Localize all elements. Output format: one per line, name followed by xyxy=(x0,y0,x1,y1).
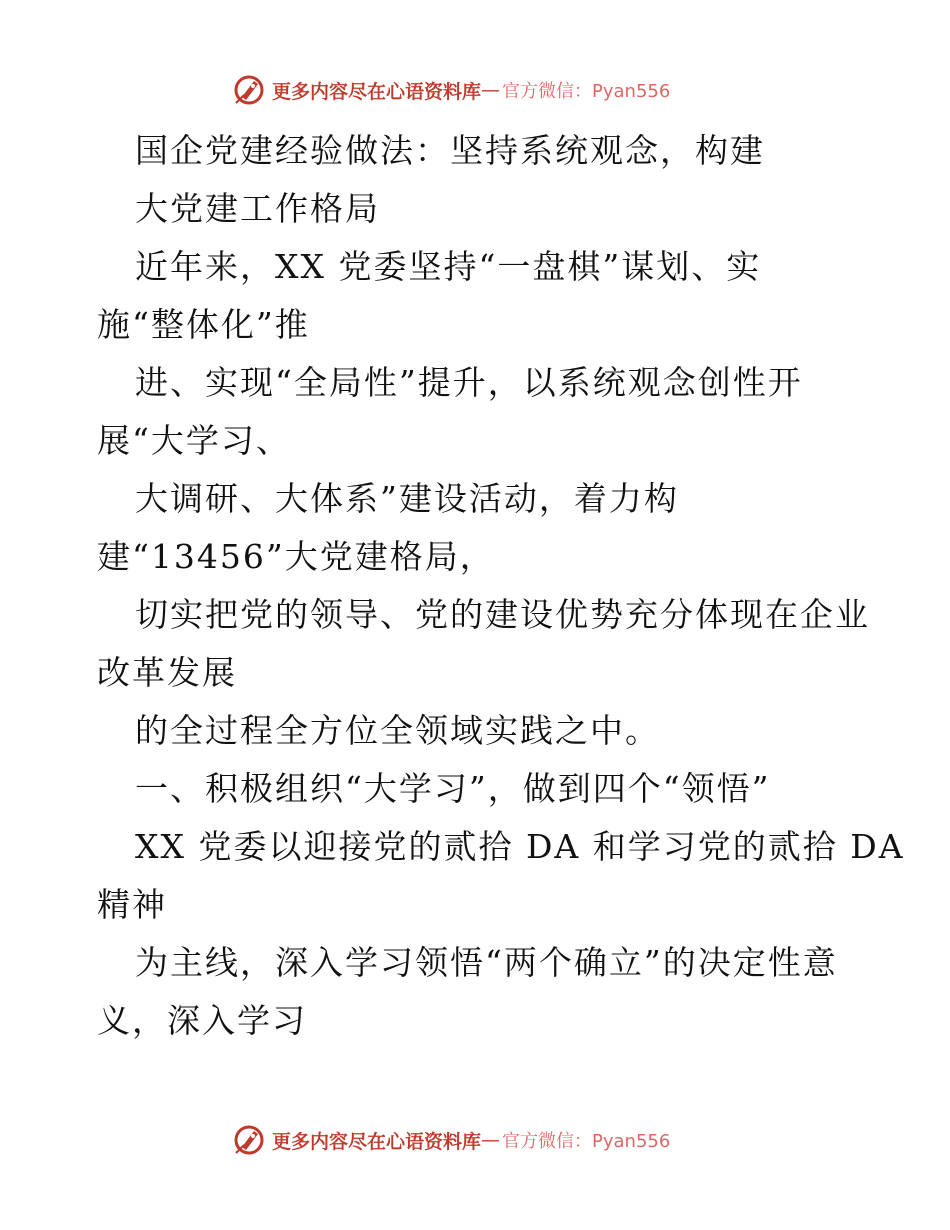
footer-wechat-text: 官方微信：Pyan556 xyxy=(502,1131,671,1152)
pen-logo-icon xyxy=(232,1123,266,1157)
doc-paragraph-line: 近年来，XX 党委坚持“一盘棋”谋划、实 xyxy=(135,247,762,286)
footer-brand-text: 更多内容尽在心语资料库 xyxy=(272,1130,482,1153)
doc-paragraph-line: 为主线，深入学习领悟“两个确立”的决定性意 xyxy=(135,943,838,982)
doc-title-line-1: 国企党建经验做法：坚持系统观念，构建 xyxy=(135,131,765,170)
doc-paragraph-line: 大调研、大体系”建设活动，着力构 xyxy=(135,479,679,518)
footer-banner xyxy=(232,1122,670,1158)
header-banner xyxy=(232,72,670,108)
doc-paragraph-line: XX 党委以迎接党的贰拾 DA 和学习党的贰拾 DA xyxy=(135,827,905,866)
doc-title-line-2: 大党建工作格局 xyxy=(135,189,380,228)
doc-paragraph-line: 义，深入学习 xyxy=(97,1001,307,1040)
footer-separator: — xyxy=(481,1129,501,1151)
header-wechat-text: 官方微信：Pyan556 xyxy=(502,81,671,102)
doc-paragraph-line: 展“大学习、 xyxy=(97,421,291,460)
doc-paragraph-line: 进、实现“全局性”提升，以系统观念创性开 xyxy=(135,363,803,402)
doc-section-heading: 一、积极组织“大学习”，做到四个“领悟” xyxy=(135,769,771,808)
doc-paragraph-line: 的全过程全方位全领域实践之中。 xyxy=(135,711,660,750)
doc-paragraph-line: 切实把党的领导、党的建设优势充分体现在企业 xyxy=(135,595,870,634)
doc-paragraph-line: 建“13456”大党建格局， xyxy=(97,537,495,576)
pen-logo-icon xyxy=(232,73,266,107)
doc-paragraph-line: 改革发展 xyxy=(97,653,237,692)
header-separator: — xyxy=(481,79,501,101)
header-brand-text: 更多内容尽在心语资料库 xyxy=(272,80,482,103)
doc-paragraph-line: 施“整体化”推 xyxy=(97,305,310,344)
doc-paragraph-line: 精神 xyxy=(97,885,167,924)
